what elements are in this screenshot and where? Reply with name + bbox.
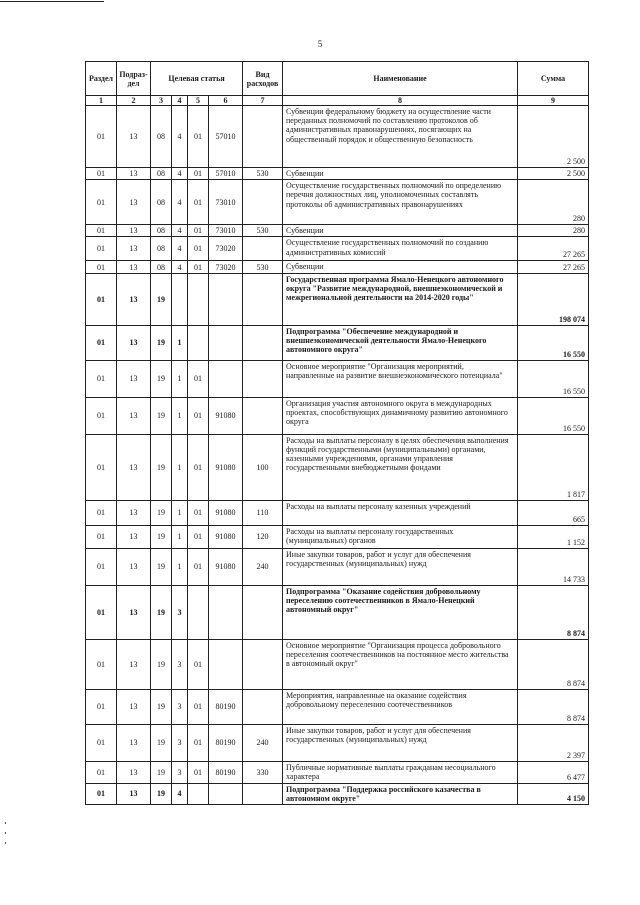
table-row	[86, 237, 589, 261]
summa-cell: 8 874	[518, 585, 589, 639]
statya-subprogram-cell: 1	[172, 325, 188, 360]
summa-cell: 2 397	[518, 724, 589, 761]
statya-program-cell: 08	[151, 106, 172, 168]
statya-program-cell: 19	[151, 585, 172, 639]
razdel-cell: 01	[86, 548, 117, 585]
statya-subprogram-cell: 1	[172, 397, 188, 434]
margin-mark	[5, 842, 6, 844]
table-row	[86, 639, 589, 689]
razdel-cell: 01	[86, 783, 117, 804]
naimenovanie-cell: Публичные нормативные выплаты гражданам несоциального характера	[283, 761, 518, 783]
margin-mark	[5, 832, 6, 834]
statya-subprogram-cell: 4	[172, 180, 188, 225]
razdel-cell: 01	[86, 397, 117, 434]
statya-direction-cell: 91080	[209, 434, 243, 500]
statya-program-cell: 08	[151, 237, 172, 261]
statya-subprogram-cell: 4	[172, 106, 188, 168]
header-naimenovanie: Наименование	[283, 62, 518, 96]
podrazdel-cell: 13	[117, 360, 151, 397]
col-number: 3	[151, 96, 172, 106]
table-row	[86, 261, 589, 273]
podrazdel-cell: 13	[117, 585, 151, 639]
statya-program-cell: 19	[151, 639, 172, 689]
naimenovanie-cell: Субвенции федеральному бюджету на осуществление части переданных полномочий по составлению протоколов об административных правонарушениях, посягающих на общественный порядок и общественную безопасность	[283, 106, 518, 168]
statya-subprogram-cell: 4	[172, 237, 188, 261]
podrazdel-cell: 13	[117, 724, 151, 761]
naimenovanie-cell: Государственная программа Ямало-Ненецкого автономного округа "Развитие международной, внешнеэкономической и межрегиональной деятельности на 2014-2020 годы"	[283, 273, 518, 325]
header-summa: Сумма	[518, 62, 589, 96]
naimenovanie-cell: Субвенции	[283, 225, 518, 237]
vid-raskhodov-cell: 530	[243, 261, 283, 273]
podrazdel-cell: 13	[117, 689, 151, 724]
statya-event-cell	[188, 783, 209, 804]
statya-program-cell: 19	[151, 525, 172, 548]
column-number-row	[86, 96, 589, 106]
naimenovanie-cell: Основное мероприятие "Организация процесса добровольного переселения соотечественников на постоянное место жительства в автономный округ"	[283, 639, 518, 689]
statya-subprogram-cell: 1	[172, 360, 188, 397]
podrazdel-cell: 13	[117, 180, 151, 225]
table-row	[86, 500, 589, 525]
statya-subprogram-cell: 4	[172, 783, 188, 804]
naimenovanie-cell: Мероприятия, направленные на оказание содействия добровольному переселению соотечественников	[283, 689, 518, 724]
statya-direction-cell: 73020	[209, 237, 243, 261]
summa-cell: 1 152	[518, 525, 589, 548]
summa-cell: 8 874	[518, 639, 589, 689]
statya-subprogram-cell: 3	[172, 689, 188, 724]
statya-event-cell: 01	[188, 168, 209, 180]
vid-raskhodov-cell: 120	[243, 525, 283, 548]
vid-raskhodov-cell: 330	[243, 761, 283, 783]
statya-direction-cell	[209, 639, 243, 689]
vid-raskhodov-cell: 530	[243, 225, 283, 237]
col-number: 9	[518, 96, 589, 106]
razdel-cell: 01	[86, 360, 117, 397]
statya-event-cell: 01	[188, 261, 209, 273]
table-row	[86, 783, 589, 804]
budget-table	[85, 61, 589, 805]
statya-direction-cell	[209, 273, 243, 325]
podrazdel-cell: 13	[117, 168, 151, 180]
podrazdel-cell: 13	[117, 783, 151, 804]
podrazdel-cell: 13	[117, 225, 151, 237]
naimenovanie-cell: Осуществление государственных полномочий по созданию административных комиссий	[283, 237, 518, 261]
statya-program-cell: 08	[151, 225, 172, 237]
razdel-cell: 01	[86, 761, 117, 783]
podrazdel-cell: 13	[117, 261, 151, 273]
vid-raskhodov-cell: 240	[243, 548, 283, 585]
vid-raskhodov-cell	[243, 325, 283, 360]
naimenovanie-cell: Расходы на выплаты персоналу в целях обеспечения выполнения функций государственными (муниципальными) органами, казенными учреждениями, органами управления государственными внебюджетными фондами	[283, 434, 518, 500]
col-number: 2	[117, 96, 151, 106]
statya-direction-cell: 80190	[209, 761, 243, 783]
naimenovanie-cell: Осуществление государственных полномочий по определению перечня должностных лиц, уполномоченных составлять протоколы об административных правонарушениях	[283, 180, 518, 225]
top-rule	[0, 1, 104, 2]
page-number: 5	[317, 39, 323, 49]
naimenovanie-cell: Основное мероприятие "Организация мероприятий, направленные на развитие внешнеэкономического потенциала"	[283, 360, 518, 397]
statya-event-cell: 01	[188, 397, 209, 434]
vid-raskhodov-cell	[243, 180, 283, 225]
statya-event-cell	[188, 325, 209, 360]
statya-direction-cell	[209, 360, 243, 397]
razdel-cell: 01	[86, 325, 117, 360]
vid-raskhodov-cell	[243, 273, 283, 325]
table-row	[86, 548, 589, 585]
header-razdel: Раздел	[86, 62, 117, 96]
header-vid-raskhodov: Вид расходов	[243, 62, 283, 96]
table-row	[86, 180, 589, 225]
razdel-cell: 01	[86, 525, 117, 548]
razdel-cell: 01	[86, 585, 117, 639]
statya-program-cell: 19	[151, 548, 172, 585]
table-row	[86, 724, 589, 761]
statya-subprogram-cell: 3	[172, 761, 188, 783]
statya-program-cell: 19	[151, 761, 172, 783]
statya-event-cell: 01	[188, 237, 209, 261]
razdel-cell: 01	[86, 106, 117, 168]
statya-direction-cell	[209, 325, 243, 360]
summa-cell: 27 265	[518, 261, 589, 273]
statya-program-cell: 19	[151, 783, 172, 804]
vid-raskhodov-cell: 530	[243, 168, 283, 180]
razdel-cell: 01	[86, 237, 117, 261]
vid-raskhodov-cell	[243, 639, 283, 689]
table-row	[86, 525, 589, 548]
statya-direction-cell: 80190	[209, 724, 243, 761]
statya-direction-cell: 91080	[209, 525, 243, 548]
col-number: 1	[86, 96, 117, 106]
summa-cell: 4 150	[518, 783, 589, 804]
razdel-cell: 01	[86, 225, 117, 237]
razdel-cell: 01	[86, 500, 117, 525]
statya-event-cell: 01	[188, 548, 209, 585]
vid-raskhodov-cell	[243, 585, 283, 639]
podrazdel-cell: 13	[117, 761, 151, 783]
statya-event-cell: 01	[188, 180, 209, 225]
naimenovanie-cell: Субвенции	[283, 168, 518, 180]
statya-event-cell: 01	[188, 434, 209, 500]
statya-event-cell: 01	[188, 724, 209, 761]
summa-cell: 14 733	[518, 548, 589, 585]
statya-program-cell: 19	[151, 397, 172, 434]
col-number: 8	[283, 96, 518, 106]
vid-raskhodov-cell: 110	[243, 500, 283, 525]
statya-subprogram-cell: 3	[172, 724, 188, 761]
statya-subprogram-cell: 3	[172, 639, 188, 689]
statya-direction-cell: 57010	[209, 168, 243, 180]
table-row	[86, 360, 589, 397]
podrazdel-cell: 13	[117, 397, 151, 434]
vid-raskhodov-cell	[243, 237, 283, 261]
statya-program-cell: 19	[151, 325, 172, 360]
summa-cell: 280	[518, 225, 589, 237]
razdel-cell: 01	[86, 168, 117, 180]
statya-direction-cell: 91080	[209, 500, 243, 525]
razdel-cell: 01	[86, 689, 117, 724]
col-number: 7	[243, 96, 283, 106]
vid-raskhodov-cell	[243, 783, 283, 804]
statya-event-cell: 01	[188, 761, 209, 783]
statya-subprogram-cell: 1	[172, 434, 188, 500]
statya-event-cell: 01	[188, 106, 209, 168]
table-row	[86, 273, 589, 325]
statya-direction-cell: 57010	[209, 106, 243, 168]
statya-subprogram-cell: 1	[172, 525, 188, 548]
statya-subprogram-cell: 1	[172, 500, 188, 525]
table-row	[86, 168, 589, 180]
statya-subprogram-cell	[172, 273, 188, 325]
vid-raskhodov-cell	[243, 689, 283, 724]
statya-subprogram-cell: 4	[172, 261, 188, 273]
table-row	[86, 689, 589, 724]
statya-event-cell: 01	[188, 500, 209, 525]
table-row	[86, 434, 589, 500]
table-row	[86, 397, 589, 434]
table-row	[86, 106, 589, 168]
statya-program-cell: 19	[151, 689, 172, 724]
summa-cell: 6 477	[518, 761, 589, 783]
header-podrazdel: Подраз-дел	[117, 62, 151, 96]
naimenovanie-cell: Организация участия автономного округа в международных проектах, способствующих динамичному развитию автономного округа	[283, 397, 518, 434]
statya-program-cell: 19	[151, 434, 172, 500]
podrazdel-cell: 13	[117, 500, 151, 525]
summa-cell: 2 500	[518, 168, 589, 180]
margin-mark	[5, 822, 6, 824]
statya-event-cell	[188, 273, 209, 325]
statya-subprogram-cell: 4	[172, 168, 188, 180]
statya-event-cell: 01	[188, 639, 209, 689]
statya-direction-cell: 73020	[209, 261, 243, 273]
col-number: 6	[209, 96, 243, 106]
statya-subprogram-cell: 1	[172, 548, 188, 585]
header-celevaya-statya: Целевая статья	[151, 62, 243, 96]
razdel-cell: 01	[86, 261, 117, 273]
statya-program-cell: 19	[151, 724, 172, 761]
podrazdel-cell: 13	[117, 325, 151, 360]
table-row	[86, 325, 589, 360]
summa-cell: 16 550	[518, 325, 589, 360]
podrazdel-cell: 13	[117, 639, 151, 689]
summa-cell: 198 074	[518, 273, 589, 325]
razdel-cell: 01	[86, 273, 117, 325]
razdel-cell: 01	[86, 434, 117, 500]
vid-raskhodov-cell: 240	[243, 724, 283, 761]
table-row	[86, 761, 589, 783]
vid-raskhodov-cell	[243, 397, 283, 434]
statya-direction-cell: 73010	[209, 225, 243, 237]
statya-program-cell: 19	[151, 500, 172, 525]
vid-raskhodov-cell: 100	[243, 434, 283, 500]
statya-event-cell	[188, 585, 209, 639]
statya-direction-cell: 80190	[209, 689, 243, 724]
naimenovanie-cell: Иные закупки товаров, работ и услуг для обеспечения государственных (муниципальных) нужд	[283, 724, 518, 761]
summa-cell: 2 500	[518, 106, 589, 168]
summa-cell: 16 550	[518, 397, 589, 434]
summa-cell: 280	[518, 180, 589, 225]
razdel-cell: 01	[86, 724, 117, 761]
summa-cell: 8 874	[518, 689, 589, 724]
statya-direction-cell	[209, 783, 243, 804]
table-row	[86, 585, 589, 639]
statya-event-cell: 01	[188, 689, 209, 724]
summa-cell: 1 817	[518, 434, 589, 500]
vid-raskhodov-cell	[243, 360, 283, 397]
col-number: 5	[188, 96, 209, 106]
podrazdel-cell: 13	[117, 237, 151, 261]
statya-program-cell: 08	[151, 180, 172, 225]
header-row	[86, 62, 589, 96]
naimenovanie-cell: Подпрограмма "Обеспечение международной и внешнеэкономической деятельности Ямало-Ненецкого автономного округа"	[283, 325, 518, 360]
vid-raskhodov-cell	[243, 106, 283, 168]
statya-program-cell: 19	[151, 360, 172, 397]
summa-cell: 16 550	[518, 360, 589, 397]
statya-event-cell: 01	[188, 525, 209, 548]
statya-direction-cell: 91080	[209, 397, 243, 434]
razdel-cell: 01	[86, 639, 117, 689]
summa-cell: 27 265	[518, 237, 589, 261]
summa-cell: 665	[518, 500, 589, 525]
naimenovanie-cell: Субвенции	[283, 261, 518, 273]
naimenovanie-cell: Подпрограмма "Поддержка российского казачества в автономном округе"	[283, 783, 518, 804]
statya-direction-cell: 91080	[209, 548, 243, 585]
podrazdel-cell: 13	[117, 525, 151, 548]
podrazdel-cell: 13	[117, 548, 151, 585]
statya-direction-cell	[209, 585, 243, 639]
podrazdel-cell: 13	[117, 273, 151, 325]
table-row	[86, 225, 589, 237]
statya-direction-cell: 73010	[209, 180, 243, 225]
razdel-cell: 01	[86, 180, 117, 225]
statya-event-cell: 01	[188, 360, 209, 397]
statya-event-cell: 01	[188, 225, 209, 237]
podrazdel-cell: 13	[117, 106, 151, 168]
statya-program-cell: 08	[151, 261, 172, 273]
statya-program-cell: 19	[151, 273, 172, 325]
naimenovanie-cell: Расходы на выплаты персоналу государственных (муниципальных) органов	[283, 525, 518, 548]
naimenovanie-cell: Подпрограмма "Оказание содействия добровольному переселению соотечественников в Ямало-Ненецкий автономный округ"	[283, 585, 518, 639]
podrazdel-cell: 13	[117, 434, 151, 500]
col-number: 4	[172, 96, 188, 106]
naimenovanie-cell: Расходы на выплаты персоналу казенных учреждений	[283, 500, 518, 525]
statya-program-cell: 08	[151, 168, 172, 180]
statya-subprogram-cell: 4	[172, 225, 188, 237]
naimenovanie-cell: Иные закупки товаров, работ и услуг для обеспечения государственных (муниципальных) нужд	[283, 548, 518, 585]
statya-subprogram-cell: 3	[172, 585, 188, 639]
